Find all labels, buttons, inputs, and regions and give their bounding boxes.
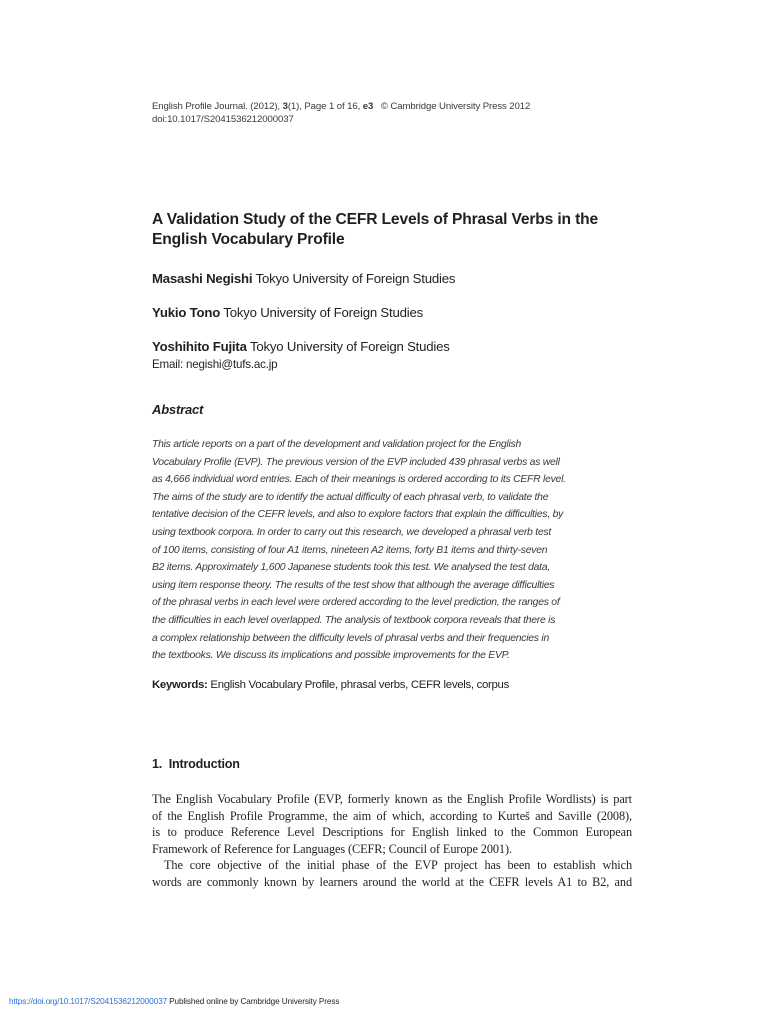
author-name: Masashi Negishi [152,271,253,286]
keywords-label: Keywords: [152,679,208,691]
abstract-body [152,436,582,665]
published-note: Published online by Cambridge University Press [166,997,340,1006]
journal-header [152,101,530,126]
abstract-line: B2 items. Approximately 1,600 Japanese students took this test. We analysed the test data, [152,562,550,574]
author-entry [152,339,450,355]
abstract-line: Vocabulary Profile (EVP). The previous version of the EVP included 439 phrasal verbs as well [152,456,560,468]
author-name: Yukio Tono [152,305,221,320]
page-footer [9,997,339,1007]
abstract-line: a complex relationship between the difficulty levels of phrasal verbs and their frequencies in [152,632,549,644]
paragraph-line: The core objective of the initial phase of the EVP project has been to establish which [164,858,632,873]
keywords-text: English Vocabulary Profile, phrasal verbs, CEFR levels, corpus [207,679,509,691]
paragraph-line: Framework of Reference for Languages (CEFR; Council of Europe 2001). [152,841,512,856]
journal-prefix: English Profile Journal. (2012), [152,101,283,112]
abstract-heading: Abstract [152,402,204,417]
author-entry [152,271,455,287]
article-id: e3 [362,101,374,112]
keywords [152,678,509,692]
author-entry [152,305,423,321]
paragraph-line: of the English Profile Programme, the aim of which, according to Kurteš and Saville (2008), [152,808,632,823]
doi-link[interactable]: https://doi.org/10.1017/S2041536212000037 [9,997,167,1006]
abstract-line: This article reports on a part of the development and validation project for the English [152,439,522,450]
abstract-line: tentative decision of the CEFR levels, and also to explore factors that explain the difficulties, by [152,509,564,521]
paragraph-line: words are commonly known by learners around the world at the CEFR levels A1 to B2, and [152,874,632,889]
abstract-line: using item response theory. The results of the test show that although the average difficulties [152,579,555,591]
introduction-body [152,791,632,891]
citation-line [152,101,530,114]
article-title: A Validation Study of the CEFR Levels of Phrasal Verbs in the English Vocabulary Profile [152,211,599,248]
abstract-line: The aims of the study are to identify the actual difficulty of each phrasal verb, to validate the [152,491,549,503]
author-affiliation: Tokyo University of Foreign Studies [246,339,450,354]
abstract-line: of 100 items, consisting of four A1 items, nineteen A2 items, forty B1 items and thirty-seven [152,544,548,556]
abstract-line: as 4,666 individual word entries. Each of their meanings is ordered according to its CEFR level. [152,474,566,486]
author-affiliation: Tokyo University of Foreign Studies [252,271,456,286]
abstract-line: using textbook corpora. In order to carry out this research, we developed a phrasal verb test [152,526,551,538]
abstract-line: the textbooks. We discuss its implications and possible improvements for the EVP. [152,650,510,662]
doi-line: doi:10.1017/S2041536212000037 [152,113,294,125]
paragraph-line: The English Vocabulary Profile (EVP, formerly known as the English Profile Wordlists) is part [152,792,632,806]
section-heading-introduction: 1. Introduction [152,757,240,771]
copyright: © Cambridge University Press 2012 [373,101,531,112]
contact-email: Email: negishi@tufs.ac.jp [152,358,278,371]
abstract-line: the difficulties in each level overlapped. The analysis of textbook corpora reveals that there is [152,614,556,626]
abstract-line: of the phrasal verbs in each level were ordered according to the level prediction, the ranges of [152,597,560,609]
author-name: Yoshihito Fujita [152,339,247,354]
author-affiliation: Tokyo University of Foreign Studies [220,305,424,320]
issue-pages: (1), Page 1 of 16, [287,101,363,112]
paragraph-line: is to produce Reference Level Descriptions for English linked to the Common European [152,825,632,840]
volume: 3 [282,101,288,112]
